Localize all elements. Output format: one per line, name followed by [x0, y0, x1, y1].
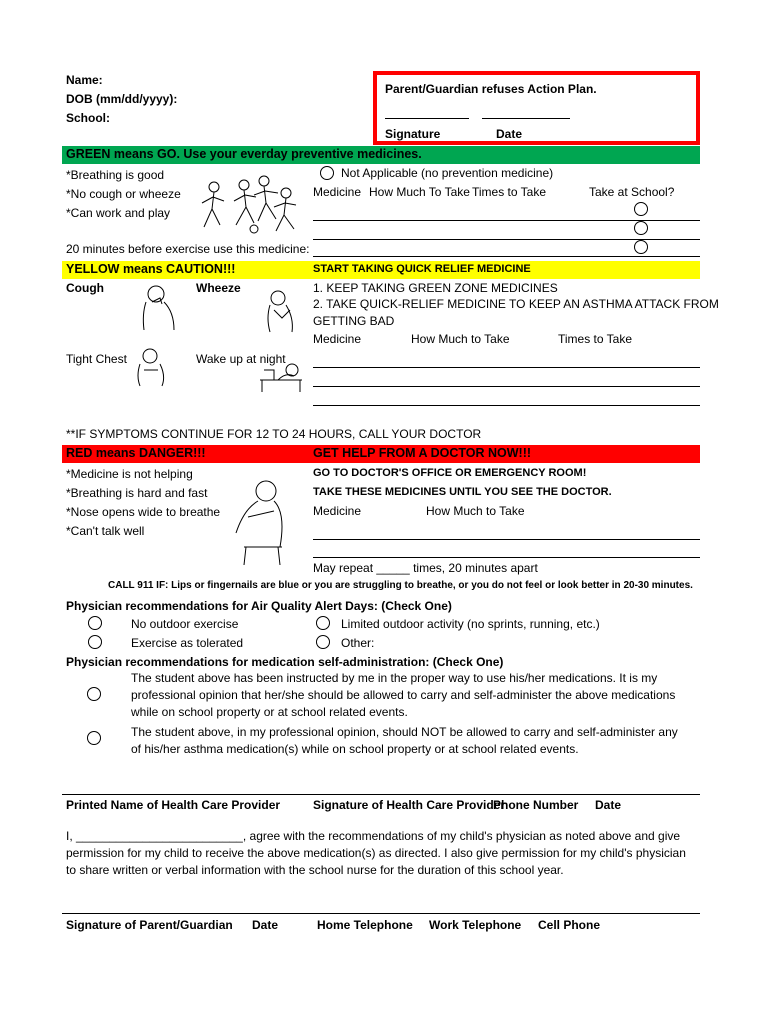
green-medicine-line-2[interactable] [313, 239, 700, 240]
wake-up-illustration [258, 362, 304, 394]
yellow-step-1: 1. KEEP TAKING GREEN ZONE MEDICINES [313, 281, 558, 295]
not-applicable-label: Not Applicable (no prevention medicine) [341, 166, 554, 180]
red-medicine-line-1[interactable] [313, 539, 700, 540]
exercise-as-tolerated-label: Exercise as tolerated [131, 636, 244, 650]
self-admin-not-allowed-radio[interactable] [87, 731, 101, 745]
yellow-action-title: START TAKING QUICK RELIEF MEDICINE [313, 263, 531, 275]
red-medicine-header: Medicine [313, 504, 362, 518]
symptoms-continue-note: **IF SYMPTOMS CONTINUE FOR 12 TO 24 HOURS, CALL YOUR DOCTOR [66, 427, 482, 441]
self-admin-allowed-text: The student above has been instructed by me in the proper way to use his/her medications. It is my professional opinion that her/she should be allowed to carry and self-administer the above medications while on school property or at school related events. [131, 671, 676, 719]
name-label: Name: [66, 73, 103, 87]
yellow-times-header: Times to Take [558, 332, 633, 346]
other-label: Other: [341, 636, 375, 650]
exercise-note: 20 minutes before exercise use this medicine: [66, 242, 310, 256]
green-medicine-header: Medicine [313, 185, 362, 199]
green-take-at-school-header: Take at School? [589, 185, 675, 199]
self-admin-title: Physician recommendations for medication self-administration: (Check One) [66, 655, 504, 669]
red-action-title: GET HELP FROM A DOCTOR NOW!!! [313, 446, 532, 460]
yellow-medicine-line-1[interactable] [313, 367, 700, 368]
wheeze-illustration [262, 288, 302, 334]
red-symptom: *Medicine is not helping [66, 467, 193, 481]
red-symptom: *Can't talk well [66, 524, 145, 538]
red-instruction-1: GO TO DOCTOR'S OFFICE OR EMERGENCY ROOM! [313, 467, 587, 479]
dob-label: DOB (mm/dd/yyyy): [66, 92, 178, 106]
green-symptom: *No cough or wheeze [66, 187, 181, 201]
red-zone-title: RED means DANGER!!! [66, 446, 206, 460]
date-line[interactable] [482, 118, 570, 119]
not-applicable-radio[interactable] [320, 166, 334, 180]
yellow-how-much-header: How Much to Take [411, 332, 510, 346]
take-at-school-radio-2[interactable] [634, 221, 648, 235]
yellow-medicine-line-3[interactable] [313, 405, 700, 406]
provider-date-label: Date [595, 798, 622, 812]
signature-line[interactable] [385, 118, 469, 119]
wheeze-label: Wheeze [196, 281, 241, 295]
self-admin-not-allowed-text: The student above, in my professional opinion, should NOT be allowed to carry and self-administer any of his/her asthma medication(s) while on school property or at school related events. [131, 725, 678, 756]
green-medicine-line-1[interactable] [313, 220, 700, 221]
work-telephone-label: Work Telephone [429, 918, 522, 932]
yellow-zone-title: YELLOW means CAUTION!!! [66, 262, 236, 276]
parent-consent-text: I, _________________________, agree with the recommendations of my child's physician as noted above and give permission for my child to receive the above medication(s) as directed. I also give permission for my child's physician to share written or verbal information with the school nurse for the duration of this school year. [66, 829, 686, 877]
provider-signature-label: Signature of Health Care Provider [313, 798, 506, 812]
red-instruction-2: TAKE THESE MEDICINES UNTIL YOU SEE THE DOCTOR. [313, 486, 612, 498]
provider-phone-label: Phone Number [493, 798, 579, 812]
take-at-school-radio-1[interactable] [634, 202, 648, 216]
red-medicine-line-2[interactable] [313, 557, 700, 558]
red-symptom: *Breathing is hard and fast [66, 486, 208, 500]
home-telephone-label: Home Telephone [317, 918, 413, 932]
yellow-medicine-line-2[interactable] [313, 386, 700, 387]
cell-phone-label: Cell Phone [538, 918, 601, 932]
red-symptom: *Nose opens wide to breathe [66, 505, 221, 519]
yellow-medicine-header: Medicine [313, 332, 362, 346]
refuse-date-label: Date [496, 127, 523, 141]
green-how-much-header: How Much To Take [369, 185, 470, 199]
repeat-note: May repeat _____ times, 20 minutes apart [313, 561, 538, 575]
take-at-school-radio-3[interactable] [634, 240, 648, 254]
air-quality-title: Physician recommendations for Air Quality Alert Days: (Check One) [66, 599, 452, 613]
green-zone-title: GREEN means GO. Use your everday preventive medicines. [66, 147, 422, 161]
green-times-header: Times to Take [472, 185, 547, 199]
cough-label: Cough [66, 281, 104, 295]
parent-signature-label: Signature of Parent/Guardian [66, 918, 233, 932]
wake-up-label: Wake up at night [196, 352, 286, 366]
provider-signature-line[interactable] [62, 794, 700, 795]
cough-illustration [138, 284, 182, 332]
limited-outdoor-activity-radio[interactable] [316, 616, 330, 630]
printed-name-label: Printed Name of Health Care Provider [66, 798, 281, 812]
refuse-signature-label: Signature [385, 127, 441, 141]
green-symptom: *Can work and play [66, 206, 171, 220]
children-playing-illustration [196, 175, 306, 237]
tight-chest-illustration [134, 346, 174, 388]
green-symptom: *Breathing is good [66, 168, 165, 182]
no-outdoor-exercise-label: No outdoor exercise [131, 617, 239, 631]
parent-signature-line[interactable] [62, 913, 700, 914]
exercise-medicine-line[interactable] [313, 256, 700, 257]
no-outdoor-exercise-radio[interactable] [88, 616, 102, 630]
tight-chest-label: Tight Chest [66, 352, 127, 366]
other-radio[interactable] [316, 635, 330, 649]
exercise-as-tolerated-radio[interactable] [88, 635, 102, 649]
parent-date-label: Date [252, 918, 279, 932]
school-label: School: [66, 111, 110, 125]
yellow-step-2: 2. TAKE QUICK-RELIEF MEDICINE TO KEEP AN ASTHMA ATTACK FROM [313, 297, 719, 311]
self-admin-allowed-radio[interactable] [87, 687, 101, 701]
refuse-title: Parent/Guardian refuses Action Plan. [385, 82, 597, 96]
yellow-step-2-continued: GETTING BAD [313, 314, 395, 328]
call-911-note: CALL 911 IF: Lips or fingernails are blue or you are struggling to breathe, or you do not feel or look better in 20-30 minutes. [108, 580, 693, 591]
limited-outdoor-activity-label: Limited outdoor activity (no sprints, running, etc.) [341, 617, 600, 631]
danger-illustration [218, 477, 298, 567]
red-how-much-header: How Much to Take [426, 504, 525, 518]
